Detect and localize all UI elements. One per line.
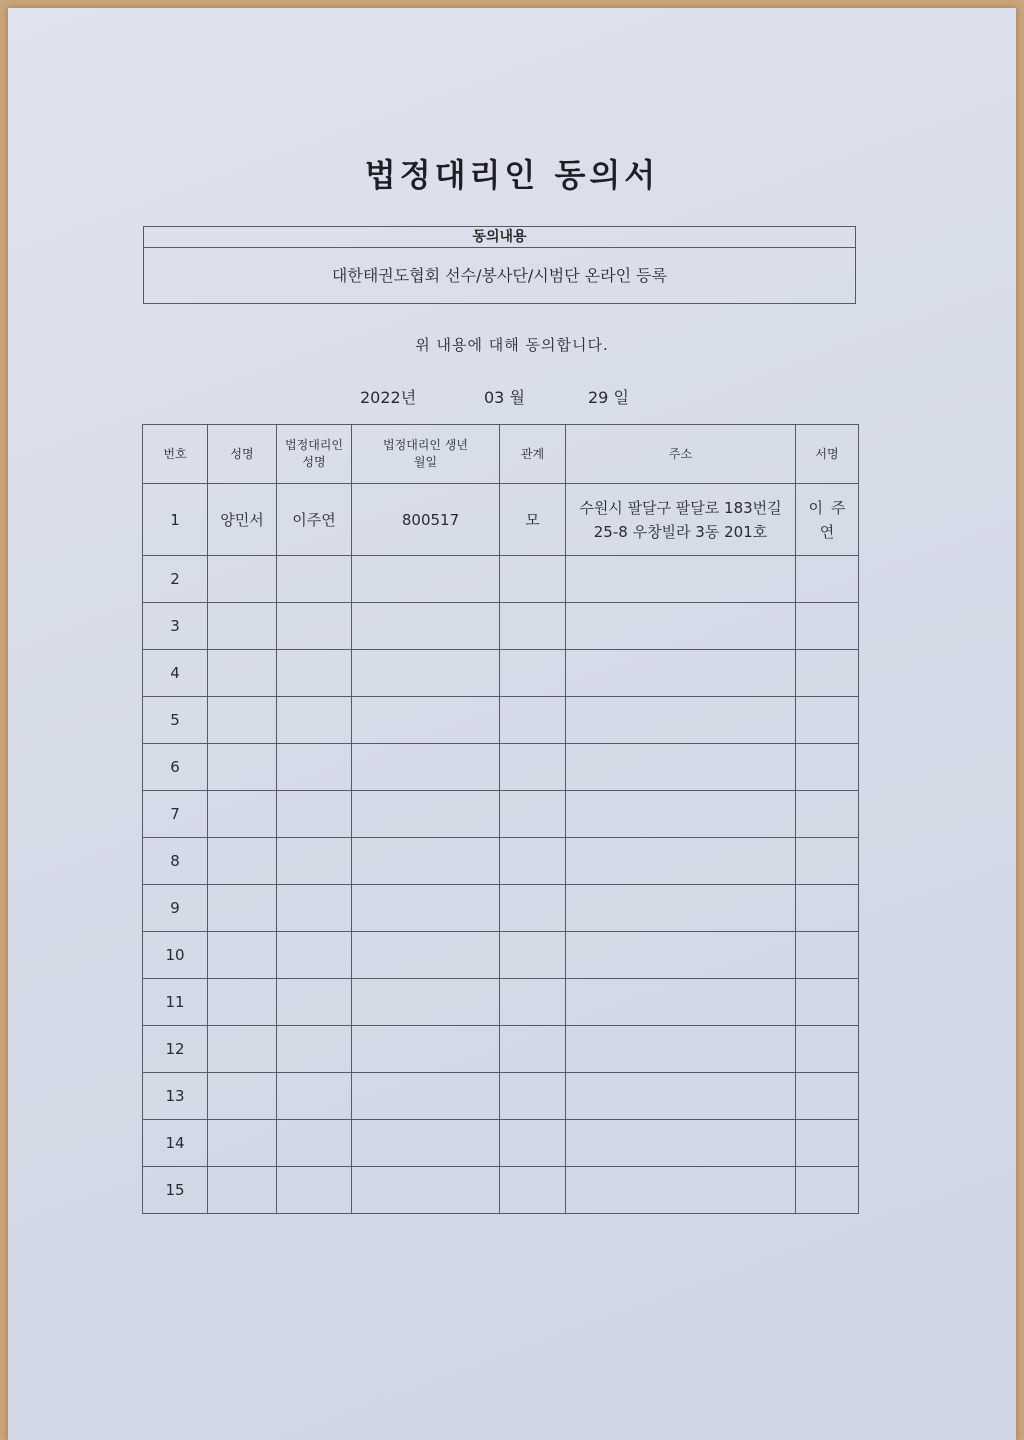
header-name: 성명 [208,425,277,484]
cell-signature [796,1026,859,1073]
cell-signature [796,1073,859,1120]
table-row [143,744,859,791]
cell-no: 10 [143,932,208,979]
cell-signature [796,697,859,744]
cell-address [566,697,796,744]
cell-guardian-birth [352,791,500,838]
cell-guardian-birth [352,979,500,1026]
date-year: 2022년 [360,388,417,407]
header-address: 주소 [566,425,796,484]
table-row [143,1073,859,1120]
cell-name [208,979,277,1026]
cell-guardian-name [277,838,352,885]
cell-address [566,838,796,885]
cell-guardian-name [277,791,352,838]
table-row [143,791,859,838]
cell-no: 2 [143,556,208,603]
cell-address [566,1073,796,1120]
cell-guardian-name: 이주연 [277,484,352,556]
cell-address [566,744,796,791]
cell-name [208,697,277,744]
cell-no: 9 [143,885,208,932]
cell-no: 1 [143,484,208,556]
header-signature: 서명 [796,425,859,484]
cell-no: 13 [143,1073,208,1120]
cell-relation [500,650,566,697]
cell-address [566,1120,796,1167]
cell-name [208,885,277,932]
cell-signature [796,1120,859,1167]
cell-guardian-name [277,744,352,791]
cell-relation [500,556,566,603]
cell-name [208,744,277,791]
cell-address [566,1167,796,1214]
cell-relation [500,1026,566,1073]
cell-guardian-name [277,556,352,603]
header-relation: 관계 [500,425,566,484]
cell-signature [796,791,859,838]
cell-relation [500,885,566,932]
cell-guardian-birth [352,650,500,697]
cell-guardian-birth [352,744,500,791]
table-row [143,1026,859,1073]
cell-guardian-name [277,1026,352,1073]
cell-signature: 이주연 [796,484,859,556]
cell-name [208,603,277,650]
cell-name: 양민서 [208,484,277,556]
cell-signature [796,603,859,650]
cell-no: 5 [143,697,208,744]
table-row [143,697,859,744]
cell-signature [796,838,859,885]
consent-box [143,226,856,304]
cell-name [208,1073,277,1120]
cell-relation [500,744,566,791]
table-row [143,1120,859,1167]
cell-signature [796,979,859,1026]
cell-address [566,791,796,838]
cell-guardian-birth: 800517 [352,484,500,556]
cell-relation [500,979,566,1026]
cell-relation [500,791,566,838]
cell-guardian-name [277,885,352,932]
cell-guardian-name [277,603,352,650]
cell-address [566,885,796,932]
cell-guardian-birth [352,1073,500,1120]
consent-content: 대한태권도협회 선수/봉사단/시범단 온라인 등록 [331,266,668,285]
document-title: 법정대리인 동의서 [364,156,660,194]
table-row [143,650,859,697]
cell-guardian-birth [352,603,500,650]
cell-no: 14 [143,1120,208,1167]
cell-relation [500,603,566,650]
table-row [143,885,859,932]
cell-relation [500,838,566,885]
cell-address: 수원시 팔달구 팔달로 183번길 25-8 우창빌라 3동 201호 [566,484,796,556]
cell-name [208,1026,277,1073]
cell-no: 6 [143,744,208,791]
cell-guardian-birth [352,885,500,932]
cell-guardian-birth [352,556,500,603]
cell-guardian-name [277,1073,352,1120]
header-guardian-name: 법정대리인 성명 [277,425,352,484]
cell-guardian-birth [352,1026,500,1073]
cell-no: 15 [143,1167,208,1214]
cell-address [566,556,796,603]
cell-signature [796,932,859,979]
cell-guardian-name [277,1120,352,1167]
table-row [143,556,859,603]
cell-guardian-name [277,1167,352,1214]
cell-guardian-name [277,979,352,1026]
cell-no: 11 [143,979,208,1026]
cell-signature [796,556,859,603]
cell-guardian-birth [352,1167,500,1214]
cell-no: 4 [143,650,208,697]
date-day: 29 일 [588,388,629,407]
header-no: 번호 [143,425,208,484]
table-row [143,979,859,1026]
cell-guardian-birth [352,1120,500,1167]
cell-relation [500,1167,566,1214]
cell-guardian-birth [352,697,500,744]
table-header-row [143,425,859,484]
cell-guardian-name [277,932,352,979]
cell-address [566,650,796,697]
cell-name [208,556,277,603]
date-month: 03 월 [484,388,525,407]
cell-relation: 모 [500,484,566,556]
guardian-table [142,424,859,1214]
cell-signature [796,885,859,932]
cell-name [208,932,277,979]
header-guardian-birth: 법정대리인 생년월일 [352,425,500,484]
cell-no: 8 [143,838,208,885]
cell-relation [500,1073,566,1120]
cell-signature [796,744,859,791]
cell-relation [500,1120,566,1167]
cell-address [566,932,796,979]
cell-name [208,1167,277,1214]
cell-signature [796,1167,859,1214]
agreement-statement: 위 내용에 대해 동의합니다. [415,336,609,354]
cell-signature [796,650,859,697]
table-row [143,838,859,885]
cell-address [566,603,796,650]
table-row [143,932,859,979]
cell-name [208,650,277,697]
cell-guardian-birth [352,932,500,979]
cell-address [566,979,796,1026]
table-row [143,603,859,650]
consent-heading: 동의내용 [144,227,855,248]
cell-relation [500,697,566,744]
cell-guardian-name [277,697,352,744]
cell-no: 3 [143,603,208,650]
table-row [143,484,859,556]
cell-guardian-birth [352,838,500,885]
cell-relation [500,932,566,979]
cell-no: 7 [143,791,208,838]
cell-name [208,1120,277,1167]
cell-name [208,791,277,838]
table-row [143,1167,859,1214]
cell-address [566,1026,796,1073]
cell-name [208,838,277,885]
cell-no: 12 [143,1026,208,1073]
cell-guardian-name [277,650,352,697]
